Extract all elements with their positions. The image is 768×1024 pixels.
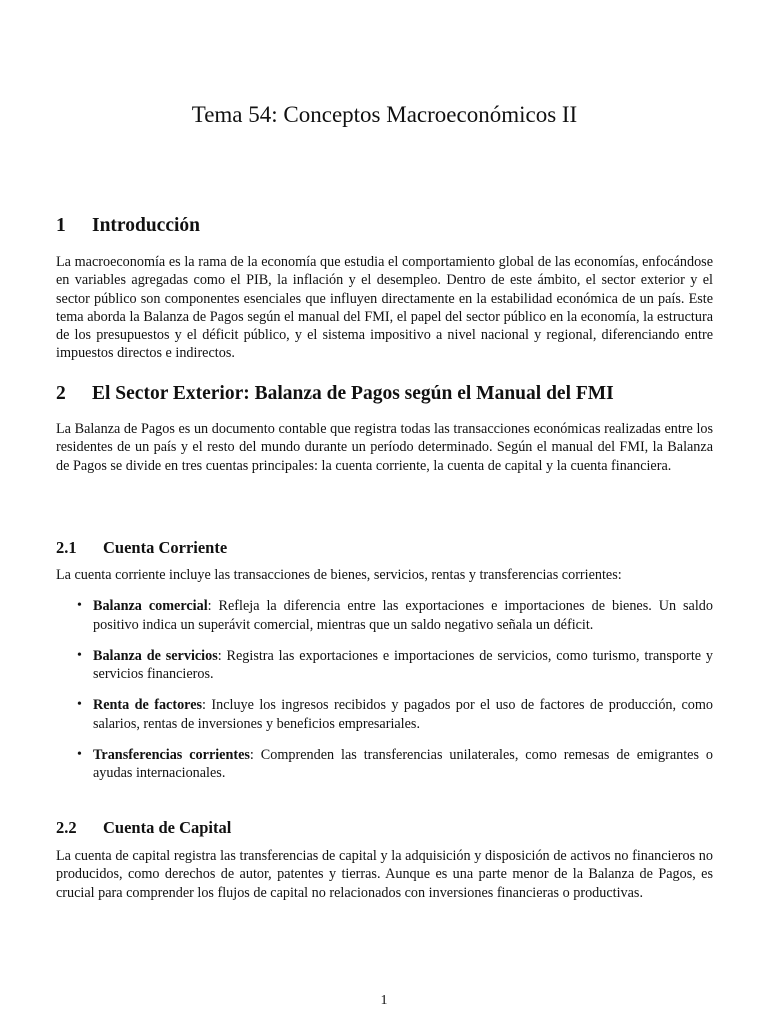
bullet-icon: • [77,598,82,614]
subsection-paragraph: La cuenta de capital registra las transferencias de capital y la adquisición y disposición de activos no financieros no producidos, como derechos de autor, patentes y tierras. Aunque es una parte menor de la Balanza de Pagos, es crucial para comprender los flujos de capital no relacionados con inversiones financieras o productivas. [56,848,713,901]
subsection-number: 2.2 [56,818,77,837]
page-number: 1 [380,993,388,1008]
subsection-heading [56,816,713,840]
list-item [56,597,713,634]
bullet-icon: • [77,647,82,663]
section-heading [56,212,713,240]
subsection-heading [56,536,713,560]
subsection-cuenta-corriente [56,536,713,796]
subsection-cuenta-capital [56,816,713,902]
section-paragraph: La macroeconomía es la rama de la economía que estudia el comportamiento global de las economías, enfocándose en variables agregadas como el PIB, la inflación y el desempleo. Dentro de este ámbito, el sector exterior y el sector público son componentes esenciales que influyen directamente en la estabilidad económica de un país. Este tema aborda la Balanza de Pagos según el manual del FMI, el papel del sector público en la economía, la estructura de los presupuestos y el déficit público, y el sistema impositivo a nivel nacional y regional, diferenciando entre impuestos directos e indirectos. [56,254,713,362]
item-term: Transferencias corrientes [93,747,250,764]
bullet-list [56,597,713,782]
section-heading [56,380,713,408]
bullet-icon: • [77,747,82,763]
document-title: Tema 54: Conceptos Macroeconómicos II [191,102,578,127]
subsection-heading-text: Cuenta de Capital [103,818,232,837]
list-item [56,696,713,733]
section-heading-text: El Sector Exterior: Balanza de Pagos según el Manual del FMI [92,383,614,404]
item-term: Renta de factores [93,697,203,714]
item-text: : Registra las exportaciones e importaciones de servicios, como turismo, transporte y servicios financieros. [93,647,713,683]
section-number: 2 [56,383,66,404]
section-number: 1 [56,215,66,236]
section-heading-text: Introducción [92,215,200,236]
bullet-icon: • [77,697,82,713]
list-item [56,746,713,783]
subsection-heading-text: Cuenta Corriente [103,538,228,557]
subsection-number: 2.1 [56,538,77,557]
item-term: Balanza comercial [93,598,208,615]
item-text: : Comprenden las transferencias unilaterales, como remesas de emigrantes o ayudas internacionales. [93,747,713,782]
item-text: : Refleja la diferencia entre las exportaciones e importaciones de bienes. Un saldo positivo indica un superávit comercial, mientras que un saldo negativo señala un déficit. [93,598,713,633]
subsection-intro: La cuenta corriente incluye las transacciones de bienes, servicios, rentas y transferencias corrientes: [56,567,622,583]
list-item [56,647,713,684]
section-introduccion [56,212,713,363]
section-sector-exterior [56,380,713,475]
item-term: Balanza de servicios [93,647,218,664]
item-text: : Incluye los ingresos recibidos y pagados por el uso de factores de producción, como salarios, rentas de inversiones y beneficios empresariales. [93,697,713,732]
section-paragraph: La Balanza de Pagos es un documento contable que registra todas las transacciones económicas realizadas entre los residentes de un país y el resto del mundo durante un período determinado. Según el manual del FMI, la Balanza de Pagos se divide en tres cuentas principales: la cuenta corriente, la cuenta de capital y la cuenta financiera. [56,421,713,474]
